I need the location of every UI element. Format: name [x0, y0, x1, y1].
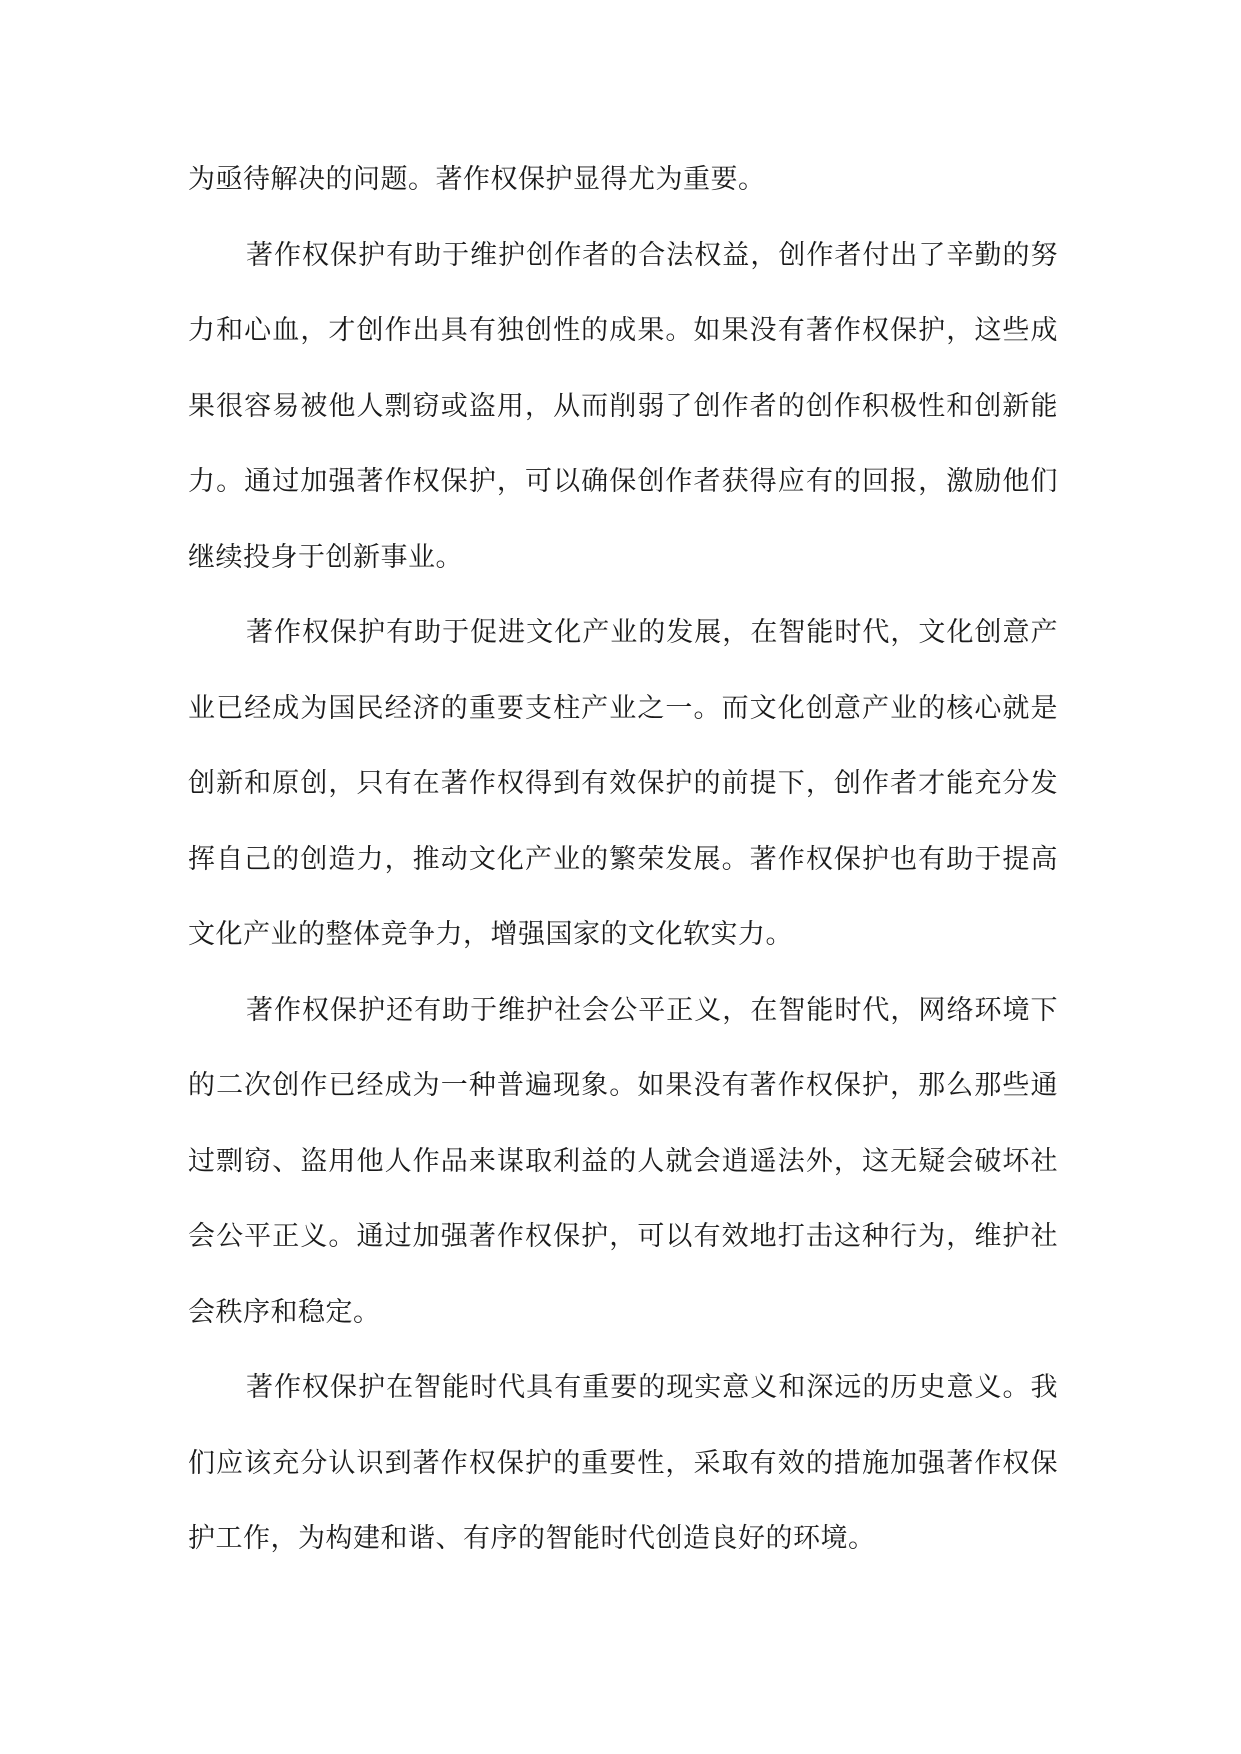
paragraph-continuation: 为亟待解决的问题。著作权保护显得尤为重要。 [188, 164, 766, 195]
paragraph-cultural-industry: 著作权保护有助于促进文化产业的发展，在智能时代，文化创意产业已经成为国民经济的重要支柱产业之一。而文化创意产业的核心就是创新和原创，只有在著作权得到有效保护的前提下，创作者才能充分发挥自己的创造力，推动文化产业的繁荣发展。著作权保护也有助于提高文化产业的整体竞争力，增强国家的文化软实力。 [188, 617, 1058, 950]
paragraph-conclusion: 著作权保护在智能时代具有重要的现实意义和深远的历史意义。我们应该充分认识到著作权保护的重要性，采取有效的措施加强著作权保护工作，为构建和谐、有序的智能时代创造良好的环境。 [188, 1372, 1058, 1554]
paragraph-social-justice: 著作权保护还有助于维护社会公平正义，在智能时代，网络环境下的二次创作已经成为一种普遍现象。如果没有著作权保护，那么那些通过剽窃、盗用他人作品来谋取利益的人就会逍遥法外，这无疑会破坏社会公平正义。通过加强著作权保护，可以有效地打击这种行为，维护社会秩序和稳定。 [188, 994, 1058, 1328]
paragraph-creator-rights: 著作权保护有助于维护创作者的合法权益，创作者付出了辛勤的努力和心血，才创作出具有独创性的成果。如果没有著作权保护，这些成果很容易被他人剽窃或盗用，从而削弱了创作者的创作积极性和创新能力。通过加强著作权保护，可以确保创作者获得应有的回报，激励他们继续投身于创新事业。 [188, 239, 1058, 573]
document-body [188, 142, 1058, 1577]
